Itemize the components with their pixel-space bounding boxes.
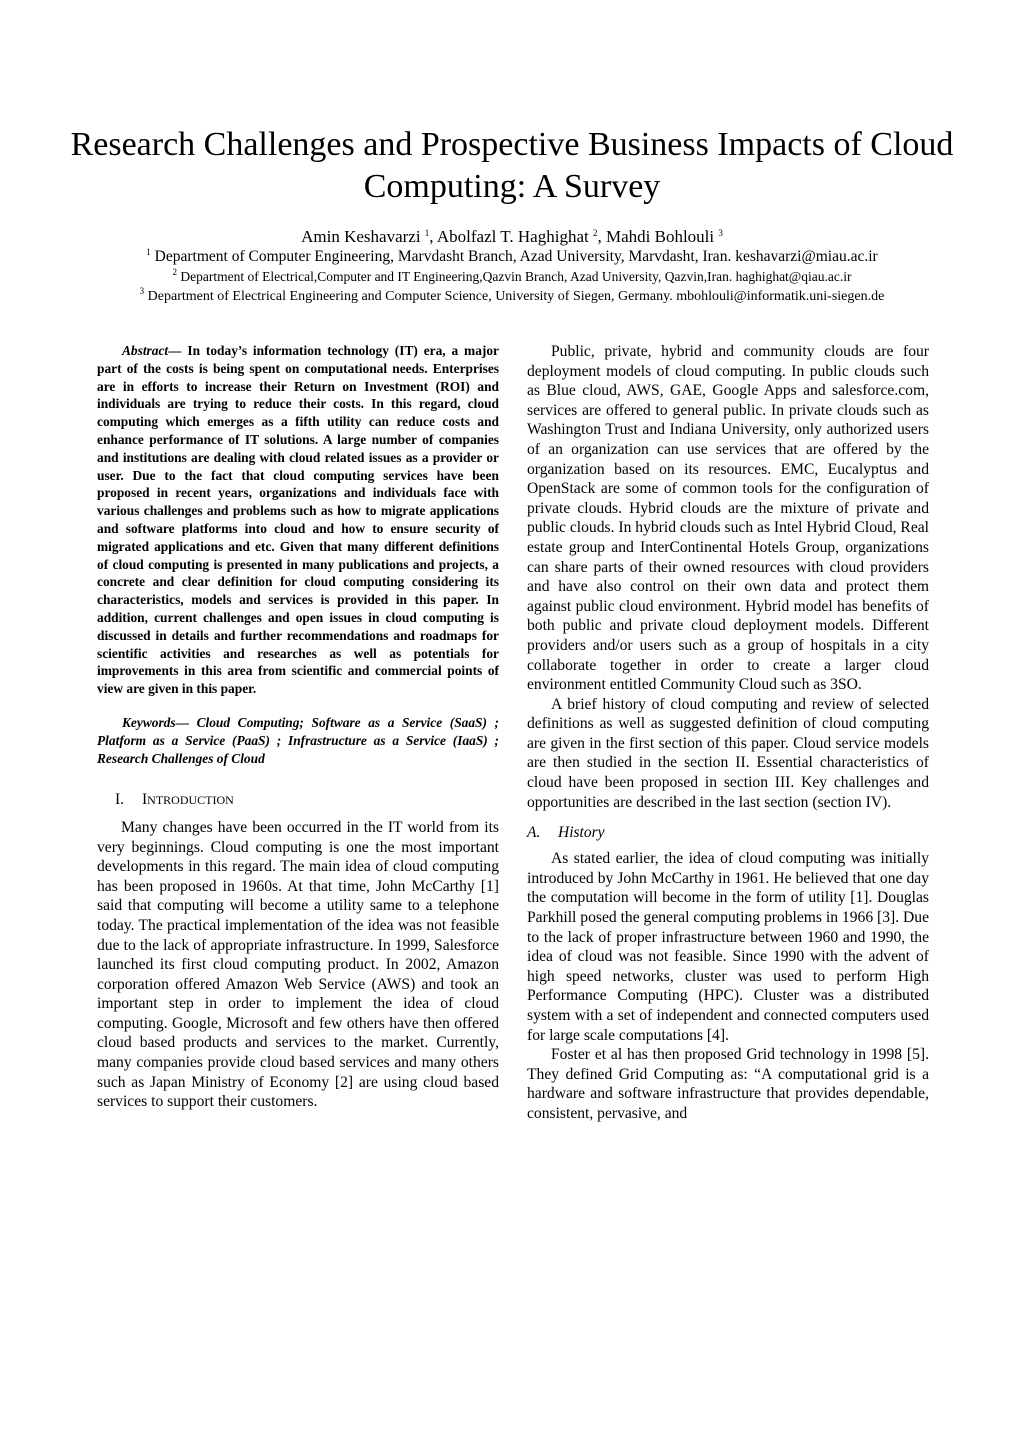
left-column bbox=[97, 342, 499, 1112]
author-name: Mahdi Bohlouli bbox=[605, 227, 715, 246]
abstract-label: Abstract— bbox=[122, 343, 182, 358]
author-list: Amin Keshavarzi $^1$, Abolfazl T. Haghighat $^2$, Mahdi Bohlouli $^3$ bbox=[301, 227, 723, 246]
section-number: I. bbox=[115, 790, 125, 808]
affiliation-2 bbox=[20, 268, 1004, 286]
affiliation-text: Department of Electrical,Computer and IT Engineering,Qazvin Branch, Azad University, Qazvin,Iran. haghighat@qiau.ac.ir bbox=[180, 269, 852, 284]
section-title-rest: NTRODUCTION bbox=[147, 792, 234, 807]
affiliation-sup: 2 bbox=[172, 267, 178, 277]
history-paragraph-2: Foster et al has then proposed Grid technology in 1998 [5]. They defined Grid Computing as: “A computational grid is a hardware and software infrastructure that provides dependable, consistent, pervasive, and bbox=[527, 1046, 929, 1122]
paper-title: Research Challenges and Prospective Business Impacts of Cloud Computing: A Survey bbox=[70, 126, 954, 205]
author-sup: 2 bbox=[592, 228, 598, 238]
author-name: Abolfazl T. Haghighat bbox=[436, 227, 589, 246]
keywords-text: Cloud Computing; Software as a Service (SaaS) ; Platform as a Service (PaaS) ; Infrastructure as a Service (IaaS) ; Research Challenges of Cloud bbox=[97, 714, 499, 766]
section-title-initial: I bbox=[142, 790, 148, 808]
section-heading-introduction bbox=[97, 790, 499, 810]
subsection-number: A. bbox=[527, 824, 541, 842]
abstract-text: In today’s information technology (IT) era, a major part of the costs is being spent on computational needs. Enterprises are in efforts to increase their Return on Investment (ROI) and individuals are trying to reduce their costs. In this regard, cloud computing which emerges as a fifth utility can reduce costs and enhance performance of IT solutions. A large number of companies and institutions are dealing with cloud related issues as a provider or user. Due to the fact that cloud computing services have been proposed in recent years, organizations and individuals face with various challenges and problems such as how to migrate applications and software platforms into cloud and how to ensure security of migrated applications and etc. Given that many different definitions of cloud computing is presented in many publications and projects, a concrete and clear definition for cloud computing considering its characteristics, models and services is provided in this paper. In addition, current challenges and open issues in cloud computing is discussed in details and further recommendations and roadmaps for scientific activities and researches as well as potentials for improvements in this area from scientific and commercial points of view are given in this paper. bbox=[97, 343, 499, 697]
intro-paragraph-3: A brief history of cloud computing and review of selected definitions as well as suggested definition of cloud computing are given in the first section of this paper. Cloud service models are then studied in the section II. Essential characteristics of cloud have been proposed in section III. Key challenges and opportunities are described in the last section (section IV). bbox=[527, 695, 929, 811]
author-sup: 1 bbox=[424, 228, 430, 238]
affiliation-text: Department of Electrical Engineering and Computer Science, University of Siegen, Germany. mbohlouli@informatik.uni-siegen.de bbox=[147, 289, 885, 304]
abstract bbox=[97, 342, 499, 698]
intro-paragraph-2: Public, private, hybrid and community clouds are four deployment models of cloud computing. In public clouds such as Blue cloud, AWS, GAE, Google Apps and salesforce.com, services are offered to general public. In private clouds such as Washington Trust and Indiana University, only authorized users of an organization can use services that are offered by the organization based on its resources. EMC, Eucalyptus and OpenStack are some of common tools for the configuration of private clouds. Hybrid clouds are the mixture of private and public clouds. In hybrid clouds such as Intel Hybrid Cloud, Real estate group and InterContinental Hotels Group, organizations can share parts of their owned resources with cloud providers and have also control on their own data and protect them against public cloud environment. Hybrid model has benefits of both public and private cloud deployment models. Different providers and/or users such as a group of hospitals in a city collaborate together in order to create a larger cloud environment entitled Community Cloud such as 3SO. bbox=[527, 343, 929, 694]
keywords bbox=[97, 714, 499, 768]
right-column bbox=[527, 342, 929, 1124]
intro-paragraph-1: Many changes have been occurred in the IT world from its very beginnings. Cloud computing is one the most important developments in this regard. The main idea of cloud computing has been proposed in 1960s. At that time, John McCarthy [1] said that computing will become a utility same to a telephone today. The practical implementation of the idea was not feasible due to the lack of appropriate infrastructure. In 1999, Salesforce launched its first cloud computing product. In 2002, Amazon corporation offered Amazon Web Service (AWS) and took an important step in order to implement the idea of cloud computing. Google, Microsoft and few others have then offered cloud based products and services to the market. Currently, many companies provide cloud based services and many others such as Japan Ministry of Economy [2] are using cloud based services to support their customers. bbox=[97, 818, 499, 1111]
affiliation-sup: 1 bbox=[146, 247, 151, 257]
affiliation-sup: 3 bbox=[139, 286, 145, 296]
author-name: Amin Keshavarzi bbox=[301, 227, 421, 246]
keywords-label: Keywords— bbox=[122, 714, 189, 730]
affiliation-1 bbox=[20, 248, 1004, 266]
affiliation-3 bbox=[20, 288, 1004, 306]
subsection-heading-history bbox=[527, 823, 929, 843]
affiliation-text: Department of Computer Engineering, Marvdasht Branch, Azad University, Marvdasht, Iran. keshavarzi@miau.ac.ir bbox=[154, 248, 878, 265]
author-sup: 3 bbox=[718, 228, 723, 238]
history-paragraph-1: As stated earlier, the idea of cloud computing was initially introduced by John McCarthy in 1961. He believed that one day the computation will become in the form of utility [1]. Douglas Parkhill posed the general computing problems in 1966 [3]. Due to the lack of proper infrastructure between 1960 and 1990, the idea of cloud was not feasible. Since 1990 with the advent of high speed networks, cluster was used to perform High Performance Computing (HPC). Cluster was a distributed system with a set of independent and connected computers used for large scale computations [4]. bbox=[527, 850, 929, 1044]
subsection-title: History bbox=[558, 824, 605, 842]
